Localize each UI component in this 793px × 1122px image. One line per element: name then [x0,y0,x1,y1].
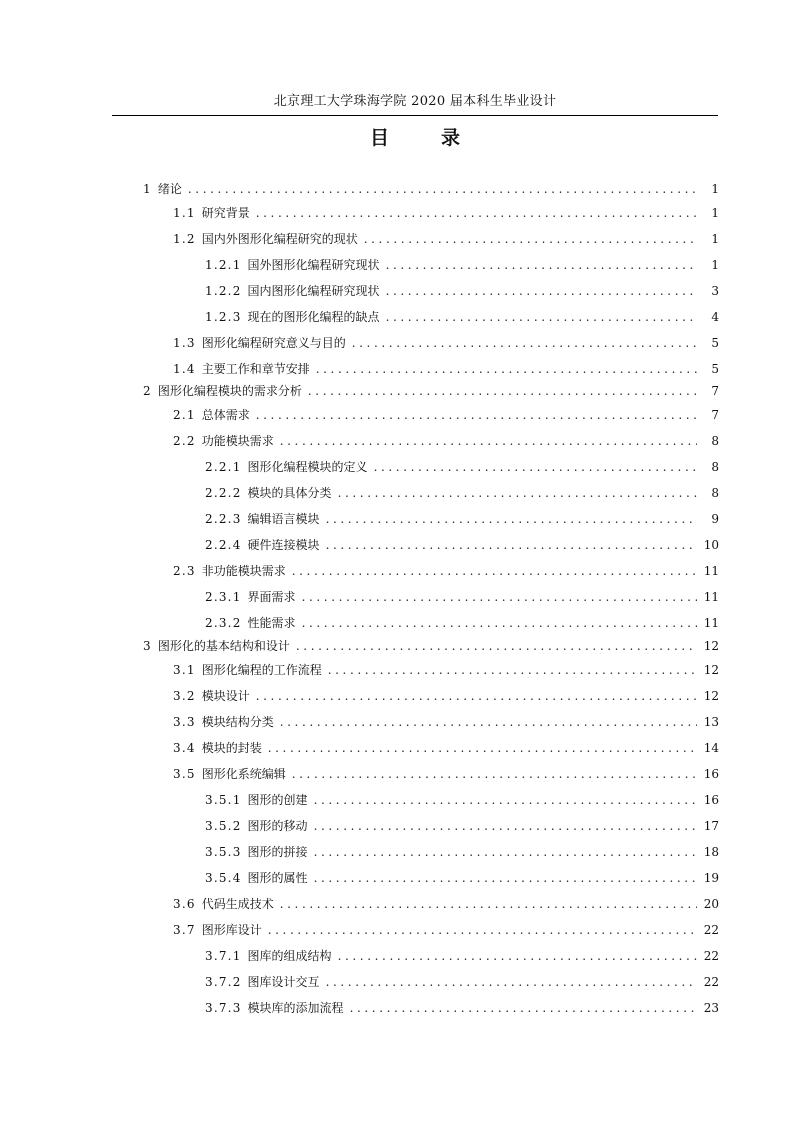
toc-leader [326,534,697,556]
toc-entry-page: 18 [703,845,719,859]
toc-leader [280,430,697,452]
toc-entry-page: 1 [711,182,719,196]
toc-entry-title: 模块设计 [201,689,250,703]
toc-leader [326,508,697,530]
toc-entry-title: 国内外图形化编程研究的现状 [201,232,358,246]
toc-entry[interactable] [173,560,719,582]
toc-entry-page: 11 [703,564,719,578]
toc-entry-page: 7 [711,384,719,398]
toc-entry[interactable] [173,919,719,941]
toc-leader [256,202,697,224]
toc-entry-title: 图形化的基本结构和设计 [157,639,290,653]
toc-leader [386,306,697,328]
toc-leader [352,332,697,354]
toc-entry[interactable] [173,202,719,224]
toc-entry-title: 绪论 [157,182,182,196]
toc-entry-number: 1.4 [173,362,196,376]
toc-leader [292,560,697,582]
toc-entry-page: 17 [703,819,719,833]
toc-leader [314,815,697,837]
toc-entry-page: 8 [711,486,719,500]
toc-entry-page: 1 [711,206,719,220]
toc-entry-page: 16 [703,767,719,781]
toc-entry-page: 19 [703,871,719,885]
toc-leader [326,971,697,993]
toc-entry-number: 2.2.1 [205,460,242,474]
toc-entry[interactable] [205,867,719,889]
toc-entry-page: 9 [711,512,719,526]
toc-entry-title: 图形化系统编辑 [201,767,286,781]
toc-leader [280,711,697,733]
toc-entry[interactable] [205,534,719,556]
toc-entry-number: 3.1 [173,663,196,677]
toc-entry-number: 3.7.3 [205,1001,242,1015]
toc-entry[interactable] [205,482,719,504]
toc-entry-title: 总体需求 [201,408,250,422]
toc-entry-number: 3.5 [173,767,196,781]
toc-entry-number: 3.6 [173,897,196,911]
toc-entry-page: 12 [703,663,719,677]
toc-entry-page: 14 [703,741,719,755]
toc-entry[interactable] [173,404,719,426]
toc-entry-title: 模块的具体分类 [247,486,332,500]
toc-entry-number: 3.7.2 [205,975,242,989]
toc-entry-number: 1.2.2 [205,284,242,298]
toc-leader [328,659,697,681]
toc-entry-title: 性能需求 [247,616,296,630]
toc-entry-page: 22 [703,949,719,963]
toc-title-left: 目 [369,127,389,149]
toc-entry-title: 图形化编程模块的需求分析 [157,384,302,398]
toc-entry-title: 图形库设计 [201,923,262,937]
toc-entry[interactable] [205,254,719,276]
toc-leader [350,997,697,1019]
toc-entry-title: 代码生成技术 [201,897,274,911]
toc-entry-title: 硬件连接模块 [247,538,320,552]
toc-entry[interactable] [173,430,719,452]
toc-entry-number: 2.3.1 [205,590,242,604]
toc-entry-title: 图库设计交互 [247,975,320,989]
toc-entry-number: 1.3 [173,336,196,350]
toc-entry[interactable] [173,737,719,759]
toc-entry-title: 图形的移动 [247,819,308,833]
toc-entry-title: 国内图形化编程研究现状 [247,284,380,298]
toc-entry-page: 5 [711,362,719,376]
toc-entry-title: 图形化编程的工作流程 [201,663,322,677]
toc-entry-title: 模块结构分类 [201,715,274,729]
toc-entry-number: 2.2 [173,434,196,448]
toc-entry-number: 2.3.2 [205,616,242,630]
toc-entry[interactable] [205,841,719,863]
toc-entry-page: 7 [711,408,719,422]
toc-leader [302,612,697,634]
toc-entry-page: 12 [703,689,719,703]
toc-entry[interactable] [205,971,719,993]
toc-entry-title: 主要工作和章节安排 [201,362,310,376]
toc-entry-title: 图形化编程模块的定义 [247,460,368,474]
toc-entry[interactable] [173,893,719,915]
toc-entry-page: 12 [703,639,719,653]
toc-entry[interactable] [205,789,719,811]
toc-entry-number: 3.3 [173,715,196,729]
toc-entry[interactable] [205,997,719,1019]
toc-entry[interactable] [205,815,719,837]
toc-entry-number: 2.2.4 [205,538,242,552]
toc-entry-title: 现在的图形化编程的缺点 [247,310,380,324]
toc-entry-number: 1.2.3 [205,310,242,324]
toc-entry[interactable] [173,711,719,733]
toc-entry-number: 3.5.1 [205,793,242,807]
toc-entry-number: 3.2 [173,689,196,703]
toc-entry[interactable] [205,612,719,634]
toc-entry-page: 4 [711,310,719,324]
toc-entry[interactable] [173,358,719,380]
toc-entry[interactable] [173,659,719,681]
toc-leader [268,737,697,759]
toc-leader [302,586,697,608]
toc-entry-title: 模块的封装 [201,741,262,755]
toc-entry-title: 图形化编程研究意义与目的 [201,336,346,350]
toc-entry[interactable] [205,306,719,328]
toc-entry-page: 22 [703,975,719,989]
toc-leader [314,867,697,889]
toc-leader [256,404,697,426]
toc-leader [296,635,697,657]
toc-entry-number: 3.5.2 [205,819,242,833]
toc-entry[interactable] [143,635,719,657]
toc-entry-number: 3 [143,639,152,653]
toc-entry[interactable] [173,685,719,707]
page-header: 北京理工大学珠海学院 2020 届本科生毕业设计 [273,94,557,109]
toc-entry[interactable] [205,945,719,967]
toc-entry-page: 8 [711,460,719,474]
toc-entry-number: 2.3 [173,564,196,578]
toc-entry-number: 1.2 [173,232,196,246]
toc-entry-title: 图形的属性 [247,871,308,885]
header-rule [112,115,718,116]
toc-entry-number: 1 [143,182,152,196]
toc-leader [268,919,697,941]
toc-entry[interactable] [205,586,719,608]
toc-entry[interactable] [205,280,719,302]
toc-entry-title: 国外图形化编程研究现状 [247,258,380,272]
toc-entry-title: 图形的拼接 [247,845,308,859]
toc-leader [364,228,697,250]
toc-title-right: 录 [441,127,461,149]
toc-entry-number: 1.1 [173,206,196,220]
toc-entry-page: 5 [711,336,719,350]
toc-entry-page: 10 [703,538,719,552]
toc-entry-page: 8 [711,434,719,448]
toc-entry-page: 1 [711,258,719,272]
toc-leader [188,178,697,200]
toc-leader [386,254,697,276]
toc-leader [386,280,697,302]
toc-leader [338,482,697,504]
toc-entry-page: 22 [703,923,719,937]
toc-entry[interactable] [143,380,719,402]
toc-entry-number: 1.2.1 [205,258,242,272]
toc-entry-title: 界面需求 [247,590,296,604]
toc-entry[interactable] [173,763,719,785]
toc-entry-page: 20 [703,897,719,911]
toc-entry-page: 16 [703,793,719,807]
toc-entry[interactable] [173,228,719,250]
toc-leader [308,380,697,402]
toc-entry-page: 23 [703,1001,719,1015]
toc-entry-page: 13 [703,715,719,729]
toc-entry-number: 2.1 [173,408,196,422]
toc-entry-number: 3.7 [173,923,196,937]
toc-entry-page: 1 [711,232,719,246]
toc-entry-number: 3.4 [173,741,196,755]
toc-entry-title: 图库的组成结构 [247,949,332,963]
toc-entry-page: 11 [703,616,719,630]
toc-entry-title: 功能模块需求 [201,434,274,448]
toc-entry-title: 研究背景 [201,206,250,220]
toc-entry-title: 图形的创建 [247,793,308,807]
toc-leader [256,685,697,707]
toc-leader [280,893,697,915]
toc-entry[interactable] [205,456,719,478]
toc-entry-title: 非功能模块需求 [201,564,286,578]
toc-entry-title: 模块库的添加流程 [247,1001,344,1015]
toc-entry-page: 3 [711,284,719,298]
toc-entry-page: 11 [703,590,719,604]
toc-title [112,126,718,150]
toc-entry[interactable] [205,508,719,530]
toc-entry-title: 编辑语言模块 [247,512,320,526]
toc-entry-number: 2 [143,384,152,398]
toc-entry-number: 3.5.4 [205,871,242,885]
toc-entry-number: 2.2.3 [205,512,242,526]
toc-leader [374,456,697,478]
toc-leader [316,358,697,380]
toc-leader [314,789,697,811]
toc-leader [314,841,697,863]
toc-entry[interactable] [173,332,719,354]
toc-entry[interactable] [143,178,719,200]
toc-leader [292,763,697,785]
toc-entry-number: 2.2.2 [205,486,242,500]
toc-leader [338,945,697,967]
toc-entry-number: 3.5.3 [205,845,242,859]
toc-entry-number: 3.7.1 [205,949,242,963]
